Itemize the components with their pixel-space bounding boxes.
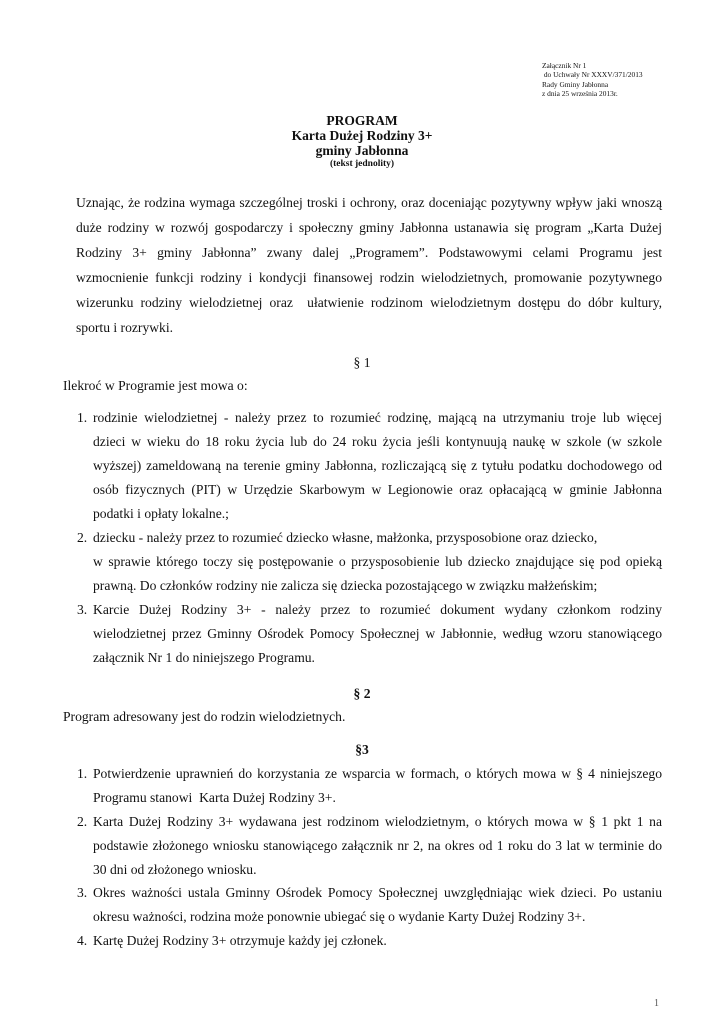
intro-line: Uznając, że rodzina wymaga szczególnej troski i ochrony, oraz doceniając pozytywny wpływ jaki wnoszą — [76, 195, 662, 210]
item-line: podatki i opłaty lokalne.; — [93, 506, 229, 521]
document-title: PROGRAM — [326, 113, 398, 128]
section-3-heading: §3 — [355, 742, 369, 757]
section-1-item-3 — [63, 598, 662, 670]
item-number: 1. — [77, 766, 88, 781]
item-line: załącznik Nr 1 do niniejszego Programu. — [93, 650, 315, 665]
item-line: 30 dni od złożonego wniosku. — [93, 862, 257, 877]
page-number: 1 — [654, 998, 659, 1009]
item-number: 2. — [77, 814, 88, 829]
item-line: Programu stanowi Karta Dużej Rodziny 3+. — [93, 790, 336, 805]
item-line: podstawie złożonego wniosku stanowiącego załącznik nr 2, na okres od 1 roku do 3 lat w terminie do — [93, 838, 662, 853]
intro-line: sportu i rozrywki. — [76, 320, 174, 335]
item-line: dzieci w wieku do 18 roku życia lub do 24 roku życia jeśli kontynuują naukę w szkole (w szkole — [93, 434, 662, 449]
intro-line: wizerunku rodziny wielodzietnej oraz ułatwienie rodzinom wielodzietnym dostępu do dóbr kultury, — [76, 295, 662, 310]
section-3-item-4 — [63, 929, 662, 953]
attachment-line: Rady Gminy Jabłonna — [542, 79, 609, 89]
document-title-line-3: gminy Jabłonna — [315, 143, 409, 158]
item-line: osób fizycznych (PIT) w Urzędzie Skarbowym w Legionowie oraz opłacającą w gminie Jabłonna — [93, 482, 662, 497]
item-line: prawną. Do członków rodziny nie zalicza się dziecka pozostającego w związku małżeńskim; — [93, 578, 598, 593]
item-line: Okres ważności ustala Gminny Ośrodek Pomocy Społecznej uwzględniając wiek dzieci. Po ustaniu — [93, 885, 662, 900]
attachment-note — [542, 61, 643, 99]
item-line: w sprawie którego toczy się postępowanie o przysposobienie lub dziecko znajdujące się pod opieką — [93, 554, 662, 569]
section-1-item-1 — [63, 406, 662, 526]
intro-line: Rodziny 3+ gminy Jabłonna” zwany dalej „Programem”. Podstawowymi celami Programu jest — [76, 245, 662, 260]
item-line: Karcie Dużej Rodziny 3+ - należy przez to rozumieć dokument wydany członkom rodziny — [93, 602, 662, 617]
item-line: Karta Dużej Rodziny 3+ wydawana jest rodzinom wielodzietnym, o których mowa w § 1 pkt 1 na — [93, 814, 662, 829]
intro-paragraph — [76, 190, 662, 340]
section-1-heading: § 1 — [353, 355, 371, 370]
item-number: 3. — [77, 602, 88, 617]
intro-line: wzmocnienie funkcji rodziny i kondycji finansowej rodzin wielodzietnych, promowanie pozytywnego — [76, 270, 662, 285]
item-number: 2. — [77, 530, 88, 545]
item-number: 3. — [77, 885, 88, 900]
attachment-line: Załącznik Nr 1 — [542, 61, 587, 70]
section-1-lead: Ilekroć w Programie jest mowa o: — [63, 378, 248, 393]
intro-line: duże rodziny w rozwój gospodarczy i społeczny gminy Jabłonna ustanawia się program „Karta Dużej — [76, 220, 662, 235]
document-subtitle: (tekst jednolity) — [329, 159, 395, 169]
section-2-heading: § 2 — [353, 686, 371, 701]
item-line: dziecku - należy przez to rozumieć dziecko własne, małżonka, przysposobione oraz dziecko, — [93, 530, 598, 545]
item-line: wielodzietnej przez Gminny Ośrodek Pomocy Społecznej w Jabłonnie, według wzoru stanowiącego — [93, 626, 662, 641]
item-line: rodzinie wielodzietnej - należy przez to rozumieć rodzinę, mającą na utrzymaniu troje lub więcej — [93, 410, 662, 425]
section-3-item-1 — [63, 762, 662, 810]
section-3-item-3 — [63, 881, 662, 929]
item-line: wyższej) zameldowaną na terenie gminy Jabłonna, rozliczającą się z tytułu podatku dochodowego od — [93, 458, 662, 473]
document-title-line-2: Karta Dużej Rodziny 3+ — [291, 128, 433, 143]
attachment-line: do Uchwały Nr XXXV/371/2013 — [542, 70, 643, 80]
attachment-line: z dnia 25 września 2013r. — [542, 89, 618, 99]
section-3-item-2 — [63, 810, 662, 882]
section-1-item-2 — [63, 526, 662, 598]
item-number: 1. — [77, 410, 88, 425]
item-line: Potwierdzenie uprawnień do korzystania ze wsparcia w formach, o których mowa w § 4 niniejszego — [93, 766, 662, 781]
item-line: okresu ważności, rodzina może ponownie ubiegać się o wydanie Karty Dużej Rodziny 3+. — [93, 909, 586, 924]
section-2-text: Program adresowany jest do rodzin wielodzietnych. — [63, 709, 346, 724]
item-line: Kartę Dużej Rodziny 3+ otrzymuje każdy jej członek. — [93, 933, 387, 948]
document-title-block — [0, 113, 724, 170]
item-number: 4. — [77, 933, 88, 948]
